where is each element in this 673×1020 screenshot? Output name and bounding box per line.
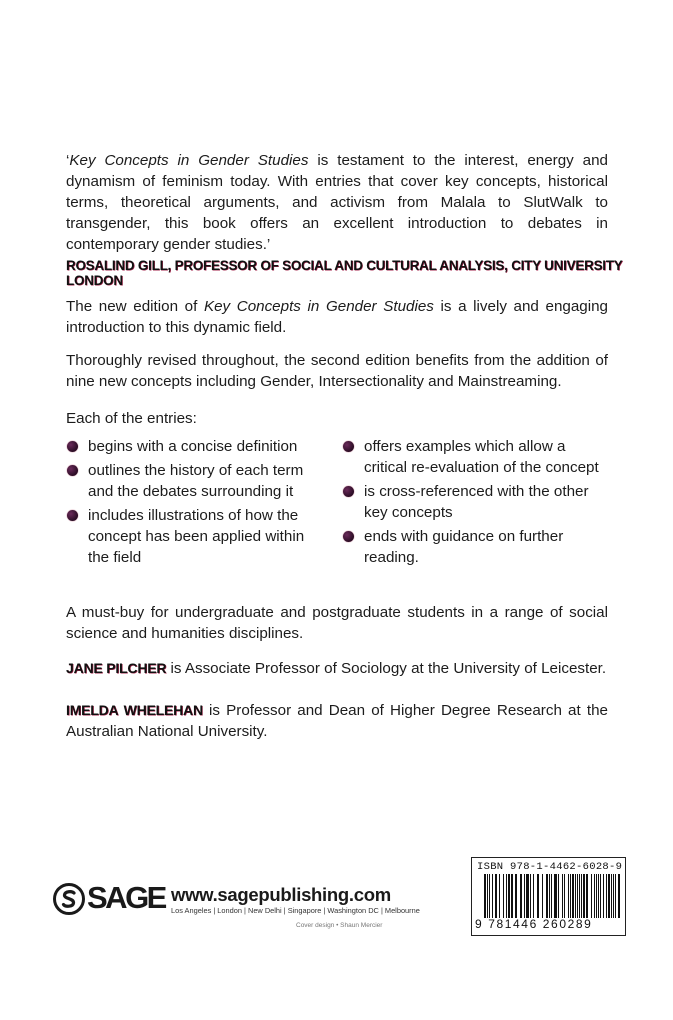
publisher-cities: Los Angeles | London | New Delhi | Singapore | Washington DC | Melbourne: [171, 906, 420, 915]
barcode-bar: [618, 874, 620, 918]
barcode-bar: [520, 874, 522, 918]
barcode-bar: [487, 874, 488, 918]
barcode-bar: [489, 874, 490, 918]
quote-attribution: ROSALIND GILL, PROFESSOR OF SOCIAL AND CULTURAL ANALYSIS, CITY UNIVERSITY LONDON: [66, 258, 623, 288]
barcode-bar: [546, 874, 548, 918]
barcode-bar: [568, 874, 569, 918]
barcode-bar: [564, 874, 565, 918]
barcode-bar: [530, 874, 531, 918]
barcode-bar: [492, 874, 493, 918]
intro-book-title: Key Concepts in Gender Studies: [203, 298, 434, 315]
revised-paragraph: Thoroughly revised throughout, the second edition benefits from the addition of nine new concepts including Gender, Intersectionality and Mainstreaming.: [66, 352, 608, 390]
bullet-icon: [67, 465, 78, 476]
entries-heading: Each of the entries:: [66, 410, 197, 427]
barcode-bar: [503, 874, 504, 918]
bullet-icon: [67, 441, 78, 452]
bullet-icon: [343, 441, 354, 452]
barcode: [484, 874, 620, 918]
barcode-bar: [495, 874, 497, 918]
list-item: offers examples which allow a critical re-evaluation of the concept: [342, 436, 612, 478]
barcode-bar: [591, 874, 592, 918]
sage-emblem-icon: [53, 883, 85, 915]
barcode-bar: [572, 874, 574, 918]
barcode-bar: [575, 874, 576, 918]
barcode-bar: [499, 874, 500, 918]
author-name: JANE PILCHER: [66, 660, 167, 676]
barcode-bar: [524, 874, 525, 918]
barcode-bar: [577, 874, 578, 918]
barcode-bar: [583, 874, 585, 918]
barcode-bar: [570, 874, 571, 918]
author-bio-whelehan: IMELDA WHELEHAN is Professor and Dean of Higher Degree Research at the Australian National University.: [66, 702, 608, 740]
list-item: is cross-referenced with the other key concepts: [342, 481, 612, 523]
bullet-icon: [343, 531, 354, 542]
barcode-bar: [600, 874, 601, 918]
barcode-bar: [484, 874, 486, 918]
publisher-url[interactable]: www.sagepublishing.com: [171, 884, 391, 905]
author-bio-pilcher: JANE PILCHER is Associate Professor of Sociology at the University of Leicester.: [66, 660, 607, 677]
list-item: ends with guidance on further reading.: [342, 526, 612, 568]
barcode-bar: [606, 874, 607, 918]
barcode-bar: [613, 874, 614, 918]
must-buy-paragraph: A must-buy for undergraduate and postgraduate students in a range of social science and humanities disciplines.: [66, 604, 608, 642]
barcode-bar: [533, 874, 534, 918]
barcode-bar: [615, 874, 616, 918]
bullet-icon: [343, 486, 354, 497]
endorsement-quote: ‘Key Concepts in Gender Studies is testament to the interest, energy and dynamism of feminism today. With entries that cover key concepts, historical terms, theoretical arguments, and activism from Malala to SlutWalk to transgender, this book offers an excellent introduction to debates in contemporary gender studies.’: [66, 152, 608, 253]
barcode-bar: [537, 874, 539, 918]
barcode-digits: 9 781446 260289: [475, 917, 593, 931]
barcode-bar: [594, 874, 595, 918]
barcode-bar: [511, 874, 513, 918]
isbn-label: ISBN 978-1-4462-6028-9: [477, 861, 623, 873]
barcode-bar: [551, 874, 552, 918]
barcode-bar: [526, 874, 529, 918]
quote-book-title: Key Concepts in Gender Studies: [69, 152, 309, 169]
barcode-bar: [562, 874, 563, 918]
barcode-bar: [542, 874, 543, 918]
bullet-icon: [67, 510, 78, 521]
barcode-bar: [581, 874, 582, 918]
bullet-list-right: [342, 436, 612, 571]
list-item: outlines the history of each term and the debates surrounding it: [66, 460, 328, 502]
barcode-bar: [515, 874, 517, 918]
quote-text: is testament to the interest, energy and dynamism of feminism today. With entries that cover key concepts, historical terms, theoretical arguments, and activism from Malala to SlutWalk to transgender, this book offers an excellent introduction to debates in contemporary gender studies.’: [66, 152, 608, 253]
barcode-bar: [508, 874, 510, 918]
isbn-barcode-box: [471, 857, 626, 936]
barcode-bar: [549, 874, 550, 918]
barcode-bar: [586, 874, 588, 918]
list-item: includes illustrations of how the concept has been applied within the field: [66, 505, 328, 568]
barcode-bar: [554, 874, 557, 918]
barcode-bar: [579, 874, 580, 918]
list-item: begins with a concise definition: [66, 436, 328, 457]
barcode-bar: [596, 874, 597, 918]
publisher-name: SAGE: [87, 880, 165, 915]
cover-credit: Cover design • Shaun Mercier: [296, 922, 383, 929]
bullet-list-left: [66, 436, 328, 571]
barcode-bar: [558, 874, 559, 918]
intro-paragraph: The new edition of Key Concepts in Gender Studies is a lively and engaging introduction to this dynamic field.: [66, 298, 608, 336]
barcode-bar: [598, 874, 599, 918]
barcode-bar: [611, 874, 612, 918]
barcode-bar: [608, 874, 610, 918]
barcode-bar: [506, 874, 507, 918]
author-name: IMELDA WHELEHAN: [66, 702, 203, 718]
barcode-bar: [603, 874, 604, 918]
